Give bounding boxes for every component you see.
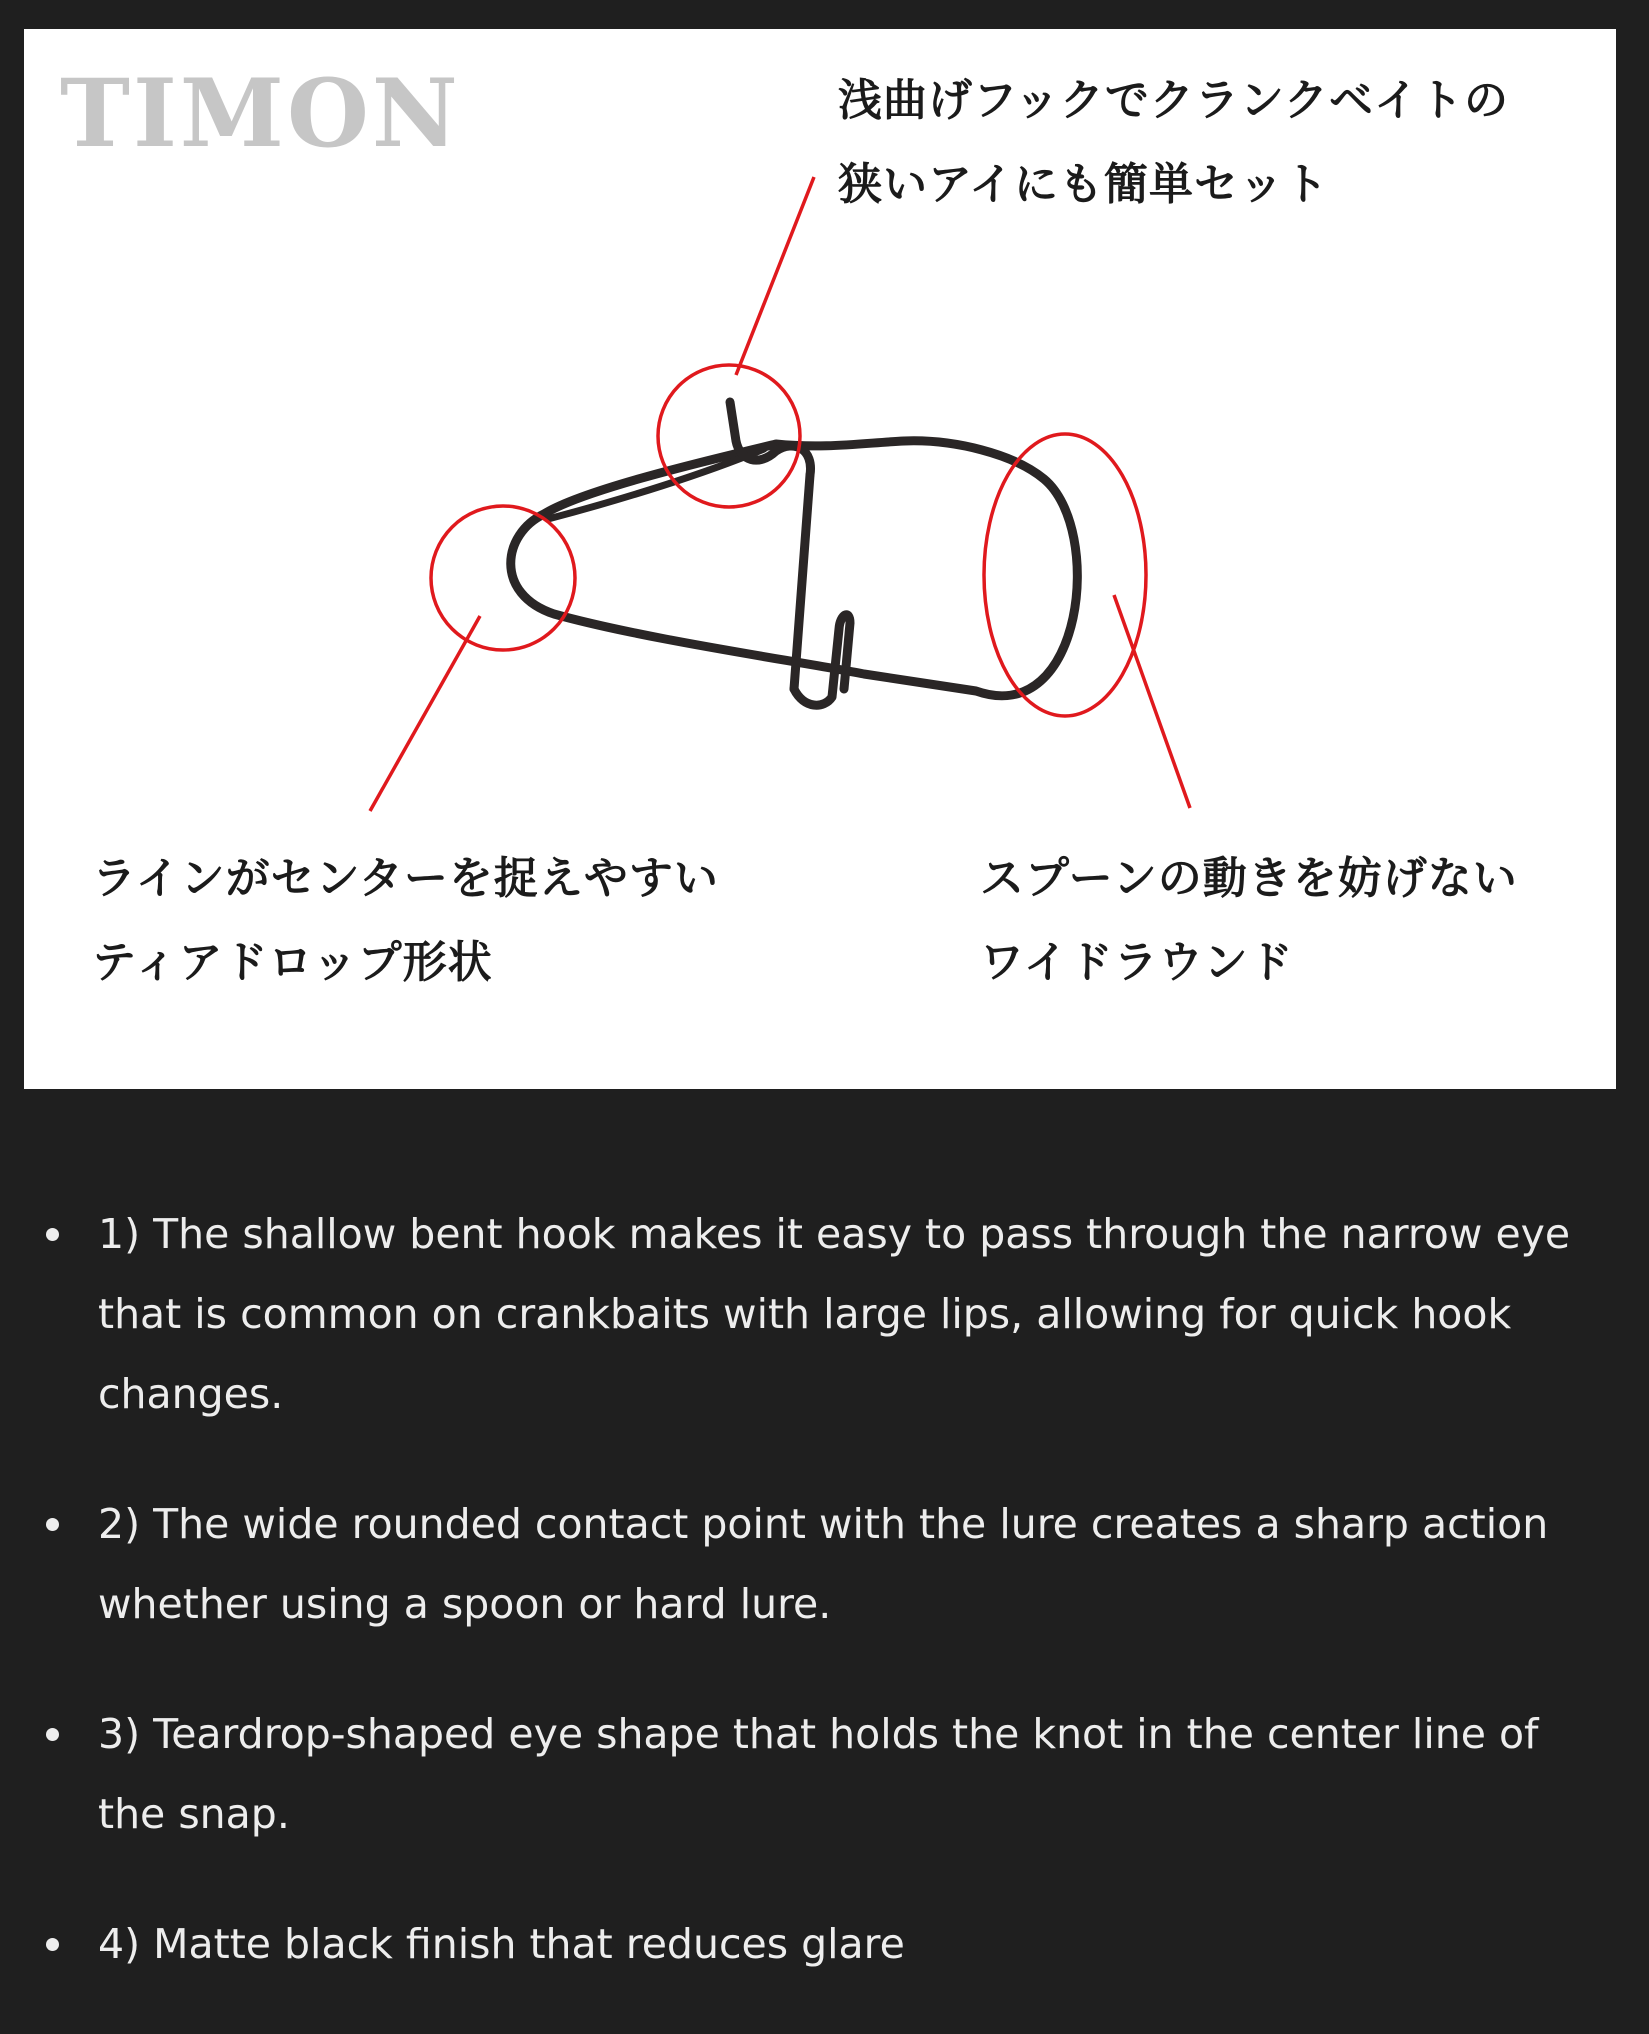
feature-item [40,1904,1610,1984]
callout-teardrop-line-1: ラインがセンターを捉えやすい [92,853,719,904]
callout-wide-round [980,837,1518,1005]
bullet-icon [46,1938,59,1951]
callout-wide-round-line-2: ワイドラウンド [980,937,1294,988]
bullet-icon [46,1728,59,1741]
feature-item [40,1694,1610,1854]
brand-logo: TIMON [60,59,461,169]
bullet-icon [46,1228,59,1241]
feature-list [40,1194,1610,2034]
feature-text: 4) Matte black finish that reduces glare [98,1920,905,1968]
product-diagram [24,29,1616,1089]
snap-wire [511,402,1078,705]
callout-teardrop [92,837,719,1005]
round-highlight [984,434,1146,716]
feature-item [40,1484,1610,1644]
callout-hook-line-1: 浅曲げフックでクランクベイトの [838,75,1510,126]
callout-teardrop-line-2: ティアドロップ形状 [92,937,493,988]
callout-hook [838,59,1509,227]
callout-hook-line-2: 狭いアイにも簡単セット [838,159,1330,210]
callout-wide-round-line-1: スプーンの動きを妨げない [980,853,1518,904]
bullet-icon [46,1518,59,1531]
hook-highlight [658,365,800,507]
feature-text: 1) The shallow bent hook makes it easy to pass through the narrow eye that is common on crankbaits with large lips, allowing for quick hook changes. [98,1210,1571,1418]
feature-item [40,1194,1610,1434]
feature-text: 3) Teardrop-shaped eye shape that holds the knot in the center line of the snap. [98,1710,1539,1838]
teardrop-highlight [431,506,575,650]
feature-text: 2) The wide rounded contact point with the lure creates a sharp action whether using a spoon or hard lure. [98,1500,1549,1628]
